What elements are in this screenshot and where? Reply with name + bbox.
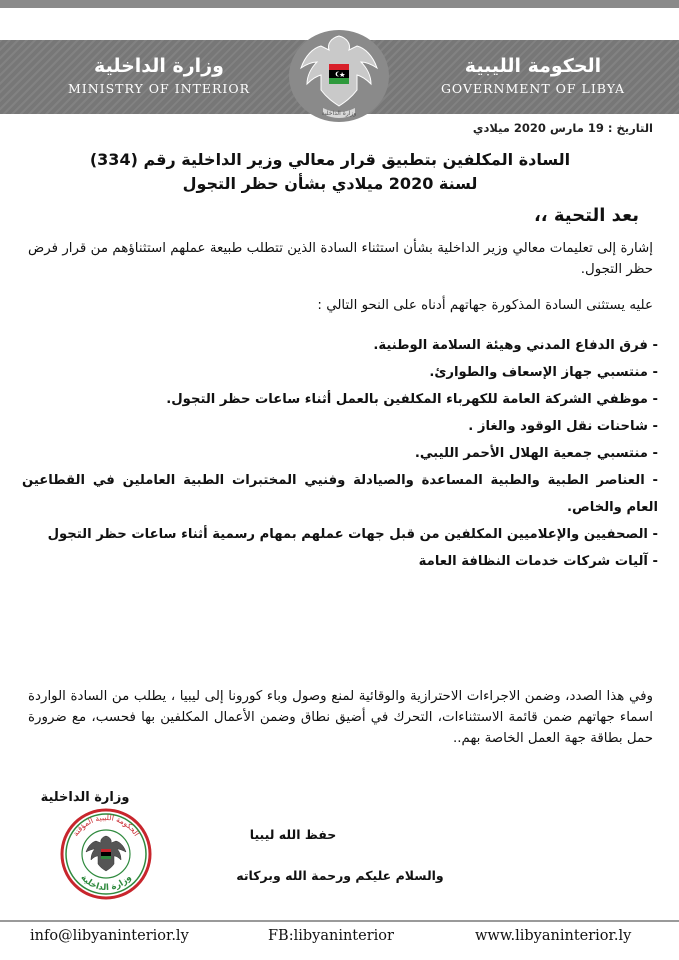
sign-off-line-1: حفظ الله ليبيا <box>249 827 337 842</box>
ministry-seal-icon <box>58 806 154 902</box>
list-item: - منتسبي جهاز الإسعاف والطوارئ. <box>429 365 658 380</box>
ministry-name-en: MINISTRY OF INTERIOR <box>67 81 250 96</box>
list-item: - منتسبي جمعية الهلال الأحمر الليبي. <box>414 446 658 461</box>
government-name-en: GOVERNMENT OF LIBYA <box>440 81 626 96</box>
greeting: بعد التحية ،، <box>533 205 639 226</box>
svg-text:الحكومة الليبية المؤقتة: الحكومة الليبية المؤقتة <box>70 812 142 838</box>
list-item: - الصحفيين والإعلاميين المكلفين من قبل جهات عملهم بمهام رسمية أثناء ساعات حظر التجول <box>47 527 658 542</box>
letter-date: التاريخ : 19 مارس 2020 ميلادي <box>472 121 653 135</box>
lead-paragraph: عليه يستثنى السادة المذكورة جهاتهم أدناه على النحو التالي : <box>317 298 653 313</box>
ministry-name-ar: وزارة الداخلية <box>94 55 224 77</box>
ministry-heading <box>44 54 274 98</box>
seal-title: وزارة الداخلية <box>40 790 130 805</box>
footer-rule <box>0 920 679 922</box>
subject-line-1: السادة المكلفين بتطبيق قرار معالي وزير الداخلية رقم (334) <box>89 150 571 169</box>
top-rule <box>0 0 679 8</box>
list-item: - آليات شركات خدمات النظافة العامة <box>418 554 658 569</box>
list-item: - موظفي الشركة العامة للكهرباء المكلفين بالعمل أثناء ساعات حظر التجول. <box>166 392 658 407</box>
intro-paragraph: إشارة إلى تعليمات معالي وزير الداخلية بشأن استثناء السادة الذين تتطلب طبيعة عملهم استثناؤهم من قرار فرض حظر التجول. <box>28 241 653 277</box>
letter-subject <box>60 148 600 196</box>
closing-paragraph: وفي هذا الصدد، وضمن الاجراءات الاحترازية والوقائية لمنع وصول وباء كورونا إلى ليبيا ، يطلب من السادة الواردة اسماء جهاتهم ضمن قائمة الاستثناءات، التحرك في أضيق نطاق وضمن الأعمال المكلفين بها فحسب، مع ضرورة حمل بطاقة جهة العمل الخاصة بهم.. <box>28 689 653 746</box>
list-item: - العناصر الطبية والطبية المساعدة والصيادلة وفنيي المختبرات الطبية العاملين في القطاعين العام والخاص. <box>22 473 658 515</box>
government-heading <box>418 54 648 98</box>
subject-line-2: لسنة 2020 ميلادي بشأن حظر التجول <box>182 174 478 193</box>
exemption-list <box>22 332 658 575</box>
svg-text:وزارة الداخلية: وزارة الداخلية <box>321 110 357 117</box>
list-item: - فرق الدفاع المدني وهيئة السلامة الوطنية. <box>373 338 658 353</box>
svg-text:وزارة الداخلية: وزارة الداخلية <box>78 872 134 894</box>
footer-facebook-link[interactable]: FB:libyaninterior <box>268 928 394 944</box>
sign-off-line-2: والسلام عليكم ورحمة الله وبركاته <box>236 868 444 883</box>
government-name-ar: الحكومة الليبية <box>464 55 602 77</box>
libya-emblem-icon <box>287 28 391 128</box>
footer-website-link[interactable]: www.libyaninterior.ly <box>475 928 632 944</box>
list-item: - شاحنات نقل الوقود والغاز . <box>468 419 658 434</box>
footer-email-link[interactable]: info@libyaninterior.ly <box>30 928 189 944</box>
